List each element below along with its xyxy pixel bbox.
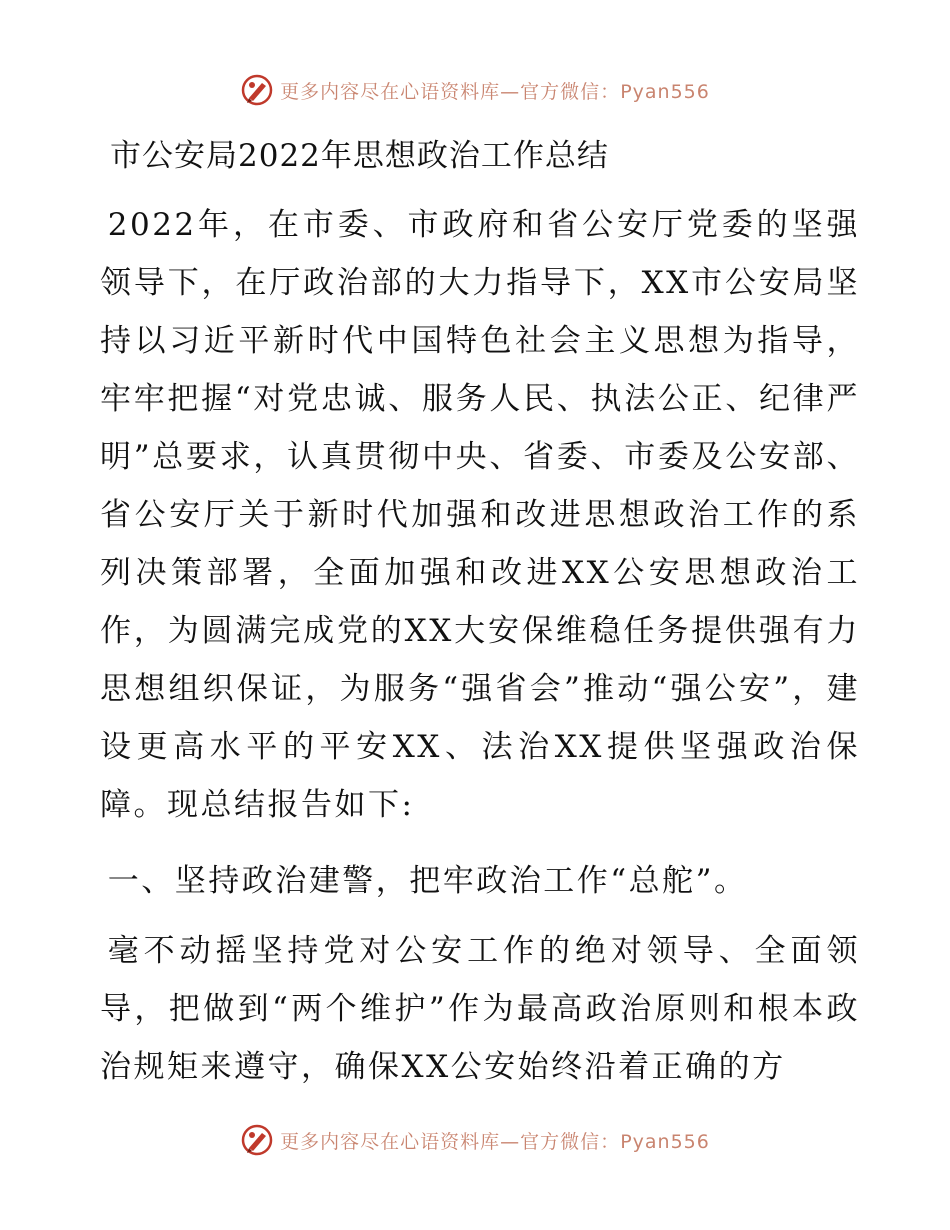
intro-paragraph: 2022年，在市委、市政府和省公安厅党委的坚强领导下，在厅政治部的大力指导下，XX市公安局坚持以习近平新时代中国特色社会主义思想为指导，牢牢把握“对党忠诚、服务人民、执法公正、纪律严明”总要求，认真贯彻中央、省委、市委及公安部、省公安厅关于新时代加强和改进思想政治工作的系列决策部署，全面加强和改进XX公安思想政治工作，为圆满完成党的XX大安保维稳任务提供强有力思想组织保证，为服务“强省会”推动“强公安”，建设更高水平的平安XX、法治XX提供坚强政治保障。现总结报告如下: [100,207,860,823]
pen-logo-icon [240,1123,274,1157]
pen-logo-icon [240,73,274,107]
section-heading-1: 一、坚持政治建警，把牢政治工作“总舵”。 [107,863,748,899]
watermark-text: 更多内容尽在心语资料库—官方微信：Pyan556 [280,1130,710,1153]
section-1-paragraph: 毫不动摇坚持党对公安工作的绝对领导、全面领导，把做到“两个维护”作为最高政治原则和根本政治规矩来遵守，确保XX公安始终沿着正确的方 [100,933,860,1085]
document-body [100,118,860,1096]
watermark-text: 更多内容尽在心语资料库—官方微信：Pyan556 [280,80,710,103]
watermark-bottom [0,1120,950,1160]
watermark-top [0,70,950,110]
page-title: 市公安局2022年思想政治工作总结 [110,138,609,174]
